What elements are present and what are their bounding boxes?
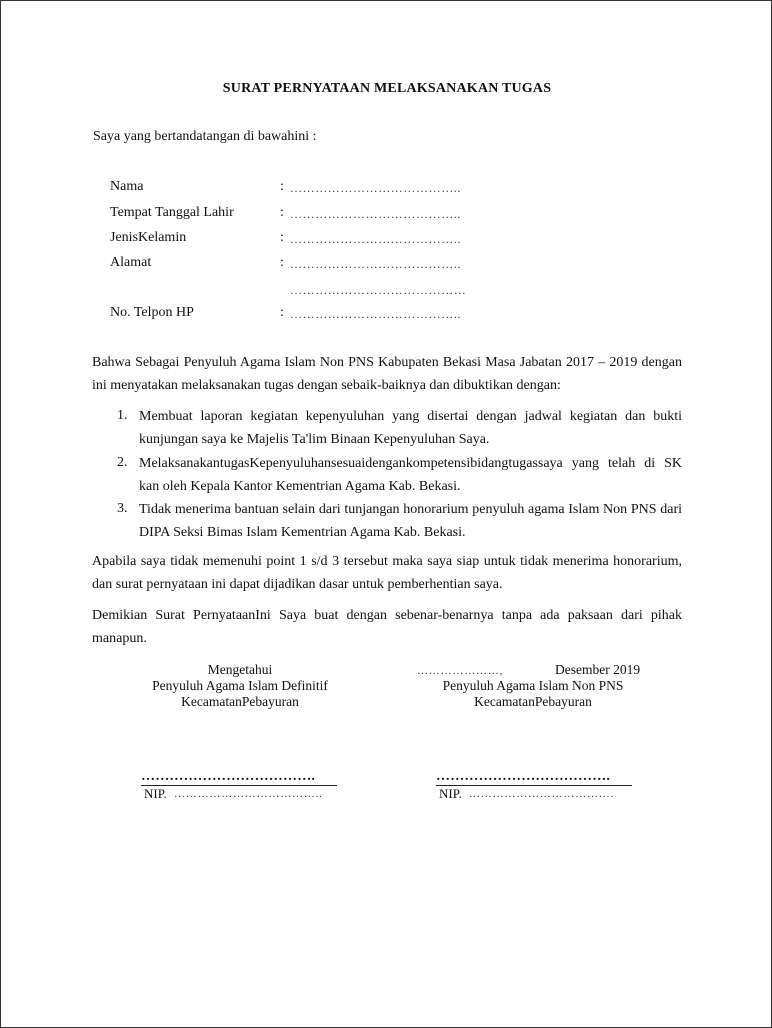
field-colon: : <box>280 205 284 220</box>
field-blank-alamat: ………………………………….. <box>290 257 461 271</box>
sig-left-heading: Mengetahui <box>207 662 273 677</box>
field-blank-ttl: ………………………………….. <box>290 207 461 221</box>
closing-paragraph: Demikian Surat PernyataanIni Saya buat dengan sebenar-benarnya tanpa ada paksaan dari pihak manapun. <box>92 608 682 646</box>
field-blank-telpon: ………………………………….. <box>290 307 461 321</box>
list-item: Tidak menerima bantuan selain dari tunjangan honorarium penyuluh agama Islam Non PNS dari DIPA Seksi Bimas Islam Kementrian Agama Kab. Bekasi. <box>139 502 682 540</box>
sig-right-place-blank: …………………, <box>417 665 504 677</box>
sig-left-location: KecamatanPebayuran <box>181 694 299 709</box>
field-label-jenis-kelamin: JenisKelamin <box>110 230 187 245</box>
sig-left-position: Penyuluh Agama Islam Definitif <box>152 678 328 693</box>
sig-right-position: Penyuluh Agama Islam Non PNS <box>442 678 624 693</box>
field-label-ttl: Tempat Tanggal Lahir <box>110 205 234 220</box>
field-blank-nama: ………………………………….. <box>290 181 461 195</box>
list-item: Membuat laporan kegiatan kepenyuluhan yang disertai dengan jadwal kegiatan dan bukti kunjungan saya ke Majelis Ta'lim Binaan Kepenyuluhan Saya. <box>139 409 682 447</box>
field-label-nama: Nama <box>110 179 144 194</box>
list-number: 2. <box>117 455 128 470</box>
sig-left-nip-label: NIP. <box>144 786 167 801</box>
sig-left-underline <box>141 785 337 786</box>
intro-text: Saya yang bertandatangan di bawahini : <box>93 129 317 144</box>
sig-right-line: ………………………………. <box>436 769 611 784</box>
field-label-telpon: No. Telpon HP <box>110 305 194 320</box>
sig-right-date: Desember 2019 <box>555 662 641 677</box>
sig-right-underline <box>436 785 632 786</box>
sig-right-nip-blank: ………………………………. <box>469 788 615 800</box>
consequence-paragraph: Apabila saya tidak memenuhi point 1 s/d 3 tersebut maka saya siap untuk tidak menerima honorarium, dan surat pernyataan ini dapat dijadikan dasar untuk pemberhentian saya. <box>92 554 682 592</box>
field-colon: : <box>280 305 284 320</box>
field-label-alamat: Alamat <box>110 255 152 270</box>
statement-paragraph: Bahwa Sebagai Penyuluh Agama Islam Non PNS Kabupaten Bekasi Masa Jabatan 2017 – 2019 dengan ini menyatakan melaksanakan tugas dengan sebaik-baiknya dan dibuktikan dengan: <box>92 355 682 393</box>
sig-left-nip-blank: ……………………………….. <box>174 788 323 800</box>
list-item: MelaksanakantugasKepenyuluhansesuaidengankompetensibidangtugassaya yang telah di SK kan oleh Kepala Kantor Kementrian Agama Kab. Bekasi. <box>139 456 682 494</box>
sig-right-location: KecamatanPebayuran <box>474 694 592 709</box>
field-colon: : <box>280 230 284 245</box>
field-colon: : <box>280 255 284 270</box>
field-colon: : <box>280 179 284 194</box>
list-number: 1. <box>117 408 128 423</box>
list-number: 3. <box>117 501 128 516</box>
sig-left-line: ………………………………. <box>141 769 316 784</box>
field-blank-alamat-2: …………………………………… <box>290 283 467 297</box>
field-blank-jenis-kelamin: ………………………………….. <box>290 232 461 246</box>
document-title: SURAT PERNYATAAN MELAKSANAKAN TUGAS <box>222 81 552 96</box>
sig-right-nip-label: NIP. <box>439 786 462 801</box>
